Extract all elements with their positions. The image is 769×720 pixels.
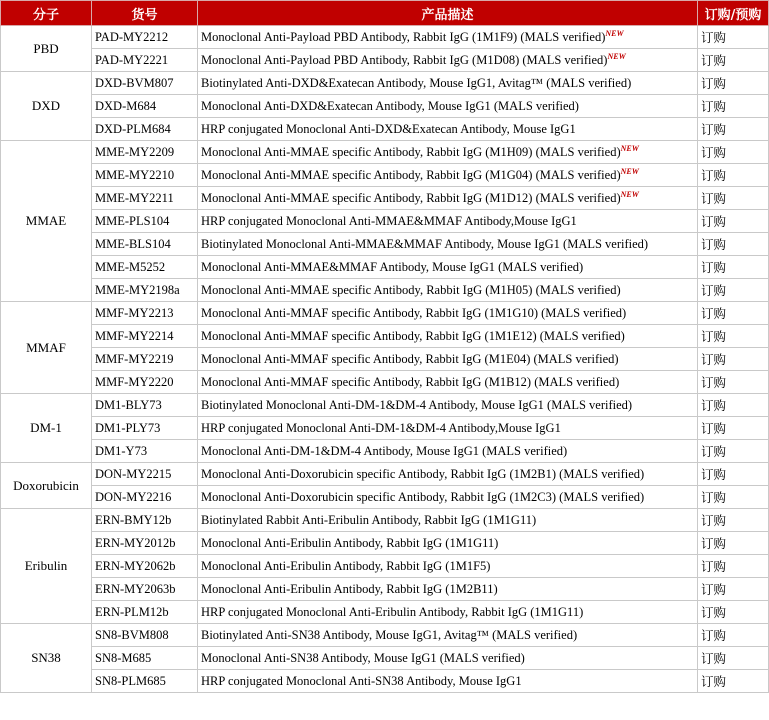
catalog-number-cell: SN8-BVM808 bbox=[92, 624, 198, 647]
molecule-cell: Eribulin bbox=[1, 509, 92, 624]
description-text: Monoclonal Anti-MMAE specific Antibody, Rabbit IgG (M1D12) (MALS verified) bbox=[201, 191, 621, 206]
molecule-cell: SN38 bbox=[1, 624, 92, 693]
catalog-number-cell: DM1-BLY73 bbox=[92, 394, 198, 417]
description-cell bbox=[198, 279, 698, 302]
description-text: Monoclonal Anti-MMAE specific Antibody, Rabbit IgG (M1H05) (MALS verified) bbox=[201, 282, 621, 297]
description-cell bbox=[198, 95, 698, 118]
catalog-number-cell: MMF-MY2219 bbox=[92, 348, 198, 371]
molecule-cell: DXD bbox=[1, 72, 92, 141]
description-text: Monoclonal Anti-Eribulin Antibody, Rabbit IgG (1M1F5) bbox=[201, 558, 491, 573]
description-cell bbox=[198, 624, 698, 647]
order-link[interactable]: 订购 bbox=[698, 49, 769, 72]
order-link[interactable]: 订购 bbox=[698, 141, 769, 164]
order-link[interactable]: 订购 bbox=[698, 486, 769, 509]
description-text: Biotinylated Monoclonal Anti-DM-1&DM-4 Antibody, Mouse IgG1 (MALS verified) bbox=[201, 397, 633, 412]
description-text: Monoclonal Anti-MMAF specific Antibody, Rabbit IgG (M1B12) (MALS verified) bbox=[201, 374, 620, 389]
description-cell bbox=[198, 440, 698, 463]
order-link[interactable]: 订购 bbox=[698, 187, 769, 210]
molecule-cell: PBD bbox=[1, 26, 92, 72]
header-catalog: 货号 bbox=[92, 1, 198, 26]
catalog-number-cell: MMF-MY2220 bbox=[92, 371, 198, 394]
description-cell bbox=[198, 49, 698, 72]
order-link[interactable]: 订购 bbox=[698, 233, 769, 256]
catalog-number-cell: DXD-PLM684 bbox=[92, 118, 198, 141]
description-text: Monoclonal Anti-MMAF specific Antibody, Rabbit IgG (1M1E12) (MALS verified) bbox=[201, 328, 625, 343]
description-cell bbox=[198, 325, 698, 348]
description-cell bbox=[198, 532, 698, 555]
description-text: Monoclonal Anti-SN38 Antibody, Mouse IgG1 (MALS verified) bbox=[201, 650, 525, 665]
description-text: HRP conjugated Monoclonal Anti-MMAE&MMAF Antibody,Mouse IgG1 bbox=[201, 213, 577, 228]
description-text: Monoclonal Anti-DM-1&DM-4 Antibody, Mouse IgG1 (MALS verified) bbox=[201, 443, 568, 458]
new-badge: NEW bbox=[620, 143, 639, 153]
order-link[interactable]: 订购 bbox=[698, 118, 769, 141]
table-row bbox=[1, 325, 769, 348]
catalog-number-cell: MME-MY2198a bbox=[92, 279, 198, 302]
order-link[interactable]: 订购 bbox=[698, 256, 769, 279]
description-text: Monoclonal Anti-Payload PBD Antibody, Rabbit IgG (M1D08) (MALS verified) bbox=[201, 53, 608, 68]
description-text: Monoclonal Anti-Payload PBD Antibody, Rabbit IgG (1M1F9) (MALS verified) bbox=[201, 30, 606, 45]
description-cell bbox=[198, 670, 698, 693]
description-text: HRP conjugated Monoclonal Anti-DM-1&DM-4 Antibody,Mouse IgG1 bbox=[201, 420, 561, 435]
order-link[interactable]: 订购 bbox=[698, 394, 769, 417]
description-text: Monoclonal Anti-Eribulin Antibody, Rabbit IgG (1M2B11) bbox=[201, 581, 498, 596]
table-row bbox=[1, 555, 769, 578]
molecule-cell: MMAF bbox=[1, 302, 92, 394]
table-row bbox=[1, 440, 769, 463]
order-link[interactable]: 订购 bbox=[698, 463, 769, 486]
description-cell bbox=[198, 463, 698, 486]
table-row bbox=[1, 532, 769, 555]
catalog-number-cell: ERN-MY2063b bbox=[92, 578, 198, 601]
new-badge: NEW bbox=[620, 189, 639, 199]
description-text: HRP conjugated Monoclonal Anti-SN38 Antibody, Mouse IgG1 bbox=[201, 673, 522, 688]
table-row bbox=[1, 670, 769, 693]
catalog-number-cell: DM1-PLY73 bbox=[92, 417, 198, 440]
description-text: Monoclonal Anti-Doxorubicin specific Antibody, Rabbit IgG (1M2C3) (MALS verified) bbox=[201, 489, 645, 504]
header-description: 产品描述 bbox=[198, 1, 698, 26]
description-text: Monoclonal Anti-Doxorubicin specific Antibody, Rabbit IgG (1M2B1) (MALS verified) bbox=[201, 466, 645, 481]
new-badge: NEW bbox=[605, 28, 624, 38]
order-link[interactable]: 订购 bbox=[698, 532, 769, 555]
table-row bbox=[1, 233, 769, 256]
table-row bbox=[1, 302, 769, 325]
table-row bbox=[1, 187, 769, 210]
catalog-number-cell: DXD-BVM807 bbox=[92, 72, 198, 95]
molecule-cell: Doxorubicin bbox=[1, 463, 92, 509]
description-cell bbox=[198, 210, 698, 233]
description-cell bbox=[198, 394, 698, 417]
catalog-number-cell: MME-MY2209 bbox=[92, 141, 198, 164]
table-row bbox=[1, 348, 769, 371]
description-cell bbox=[198, 164, 698, 187]
description-cell bbox=[198, 187, 698, 210]
catalog-number-cell: ERN-BMY12b bbox=[92, 509, 198, 532]
order-link[interactable]: 订购 bbox=[698, 210, 769, 233]
description-text: Biotinylated Monoclonal Anti-MMAE&MMAF Antibody, Mouse IgG1 (MALS verified) bbox=[201, 236, 649, 251]
description-cell bbox=[198, 256, 698, 279]
table-row bbox=[1, 95, 769, 118]
new-badge: NEW bbox=[607, 51, 626, 61]
catalog-number-cell: MMF-MY2213 bbox=[92, 302, 198, 325]
order-link[interactable]: 订购 bbox=[698, 95, 769, 118]
catalog-number-cell: MME-MY2210 bbox=[92, 164, 198, 187]
catalog-number-cell: SN8-PLM685 bbox=[92, 670, 198, 693]
description-text: HRP conjugated Monoclonal Anti-DXD&Exatecan Antibody, Mouse IgG1 bbox=[201, 121, 576, 136]
table-row bbox=[1, 417, 769, 440]
table-row bbox=[1, 486, 769, 509]
order-link[interactable]: 订购 bbox=[698, 509, 769, 532]
order-link[interactable]: 订购 bbox=[698, 302, 769, 325]
table-row bbox=[1, 371, 769, 394]
table-row bbox=[1, 578, 769, 601]
description-cell bbox=[198, 26, 698, 49]
description-text: Monoclonal Anti-MMAE specific Antibody, Rabbit IgG (M1H09) (MALS verified) bbox=[201, 145, 621, 160]
description-text: Monoclonal Anti-MMAF specific Antibody, Rabbit IgG (M1E04) (MALS verified) bbox=[201, 351, 619, 366]
table-row bbox=[1, 279, 769, 302]
description-text: Monoclonal Anti-Eribulin Antibody, Rabbit IgG (1M1G11) bbox=[201, 535, 499, 550]
table-row bbox=[1, 647, 769, 670]
description-cell bbox=[198, 486, 698, 509]
catalog-number-cell: PAD-MY2212 bbox=[92, 26, 198, 49]
order-link[interactable]: 订购 bbox=[698, 72, 769, 95]
description-cell bbox=[198, 348, 698, 371]
order-link[interactable]: 订购 bbox=[698, 371, 769, 394]
order-link[interactable]: 订购 bbox=[698, 348, 769, 371]
order-link[interactable]: 订购 bbox=[698, 647, 769, 670]
description-cell bbox=[198, 601, 698, 624]
catalog-number-cell: ERN-MY2012b bbox=[92, 532, 198, 555]
header-order: 订购/预购 bbox=[698, 1, 769, 26]
order-link[interactable]: 订购 bbox=[698, 417, 769, 440]
table-row bbox=[1, 210, 769, 233]
order-link[interactable]: 订购 bbox=[698, 555, 769, 578]
table-body bbox=[1, 26, 769, 693]
description-cell bbox=[198, 578, 698, 601]
description-cell bbox=[198, 141, 698, 164]
description-cell bbox=[198, 647, 698, 670]
catalog-number-cell: MME-BLS104 bbox=[92, 233, 198, 256]
table-row bbox=[1, 394, 769, 417]
table-row bbox=[1, 72, 769, 95]
table-row bbox=[1, 164, 769, 187]
catalog-number-cell: MMF-MY2214 bbox=[92, 325, 198, 348]
catalog-number-cell: MME-MY2211 bbox=[92, 187, 198, 210]
catalog-number-cell: DM1-Y73 bbox=[92, 440, 198, 463]
catalog-number-cell: DON-MY2216 bbox=[92, 486, 198, 509]
order-link[interactable]: 订购 bbox=[698, 578, 769, 601]
table-row bbox=[1, 118, 769, 141]
catalog-number-cell: ERN-PLM12b bbox=[92, 601, 198, 624]
description-text: Biotinylated Anti-DXD&Exatecan Antibody, Mouse IgG1, Avitag™ (MALS verified) bbox=[201, 75, 632, 90]
catalog-number-cell: DXD-M684 bbox=[92, 95, 198, 118]
order-link[interactable]: 订购 bbox=[698, 624, 769, 647]
description-cell bbox=[198, 555, 698, 578]
table-row bbox=[1, 601, 769, 624]
description-text: Biotinylated Anti-SN38 Antibody, Mouse IgG1, Avitag™ (MALS verified) bbox=[201, 627, 578, 642]
molecule-cell: DM-1 bbox=[1, 394, 92, 463]
table-row bbox=[1, 624, 769, 647]
description-cell bbox=[198, 509, 698, 532]
table-header-row bbox=[1, 1, 769, 26]
table-row bbox=[1, 26, 769, 49]
order-link[interactable]: 订购 bbox=[698, 26, 769, 49]
catalog-number-cell: DON-MY2215 bbox=[92, 463, 198, 486]
catalog-number-cell: PAD-MY2221 bbox=[92, 49, 198, 72]
header-molecule: 分子 bbox=[1, 1, 92, 26]
description-cell bbox=[198, 371, 698, 394]
description-text: Monoclonal Anti-MMAE specific Antibody, Rabbit IgG (M1G04) (MALS verified) bbox=[201, 168, 621, 183]
description-text: Monoclonal Anti-MMAE&MMAF Antibody, Mouse IgG1 (MALS verified) bbox=[201, 259, 584, 274]
order-link[interactable]: 订购 bbox=[698, 164, 769, 187]
new-badge: NEW bbox=[620, 166, 639, 176]
order-link[interactable]: 订购 bbox=[698, 670, 769, 693]
table-row bbox=[1, 256, 769, 279]
description-cell bbox=[198, 118, 698, 141]
description-cell bbox=[198, 72, 698, 95]
order-link[interactable]: 订购 bbox=[698, 279, 769, 302]
description-text: Biotinylated Rabbit Anti-Eribulin Antibody, Rabbit IgG (1M1G11) bbox=[201, 512, 537, 527]
table-row bbox=[1, 49, 769, 72]
table-row bbox=[1, 509, 769, 532]
description-cell bbox=[198, 417, 698, 440]
description-text: Monoclonal Anti-MMAF specific Antibody, Rabbit IgG (1M1G10) (MALS verified) bbox=[201, 305, 627, 320]
molecule-cell: MMAE bbox=[1, 141, 92, 302]
description-cell bbox=[198, 233, 698, 256]
order-link[interactable]: 订购 bbox=[698, 601, 769, 624]
catalog-number-cell: MME-M5252 bbox=[92, 256, 198, 279]
description-cell bbox=[198, 302, 698, 325]
description-text: HRP conjugated Monoclonal Anti-Eribulin Antibody, Rabbit IgG (1M1G11) bbox=[201, 604, 584, 619]
order-link[interactable]: 订购 bbox=[698, 440, 769, 463]
table-row bbox=[1, 141, 769, 164]
order-link[interactable]: 订购 bbox=[698, 325, 769, 348]
catalog-number-cell: ERN-MY2062b bbox=[92, 555, 198, 578]
catalog-number-cell: MME-PLS104 bbox=[92, 210, 198, 233]
table-row bbox=[1, 463, 769, 486]
catalog-number-cell: SN8-M685 bbox=[92, 647, 198, 670]
description-text: Monoclonal Anti-DXD&Exatecan Antibody, Mouse IgG1 (MALS verified) bbox=[201, 98, 579, 113]
